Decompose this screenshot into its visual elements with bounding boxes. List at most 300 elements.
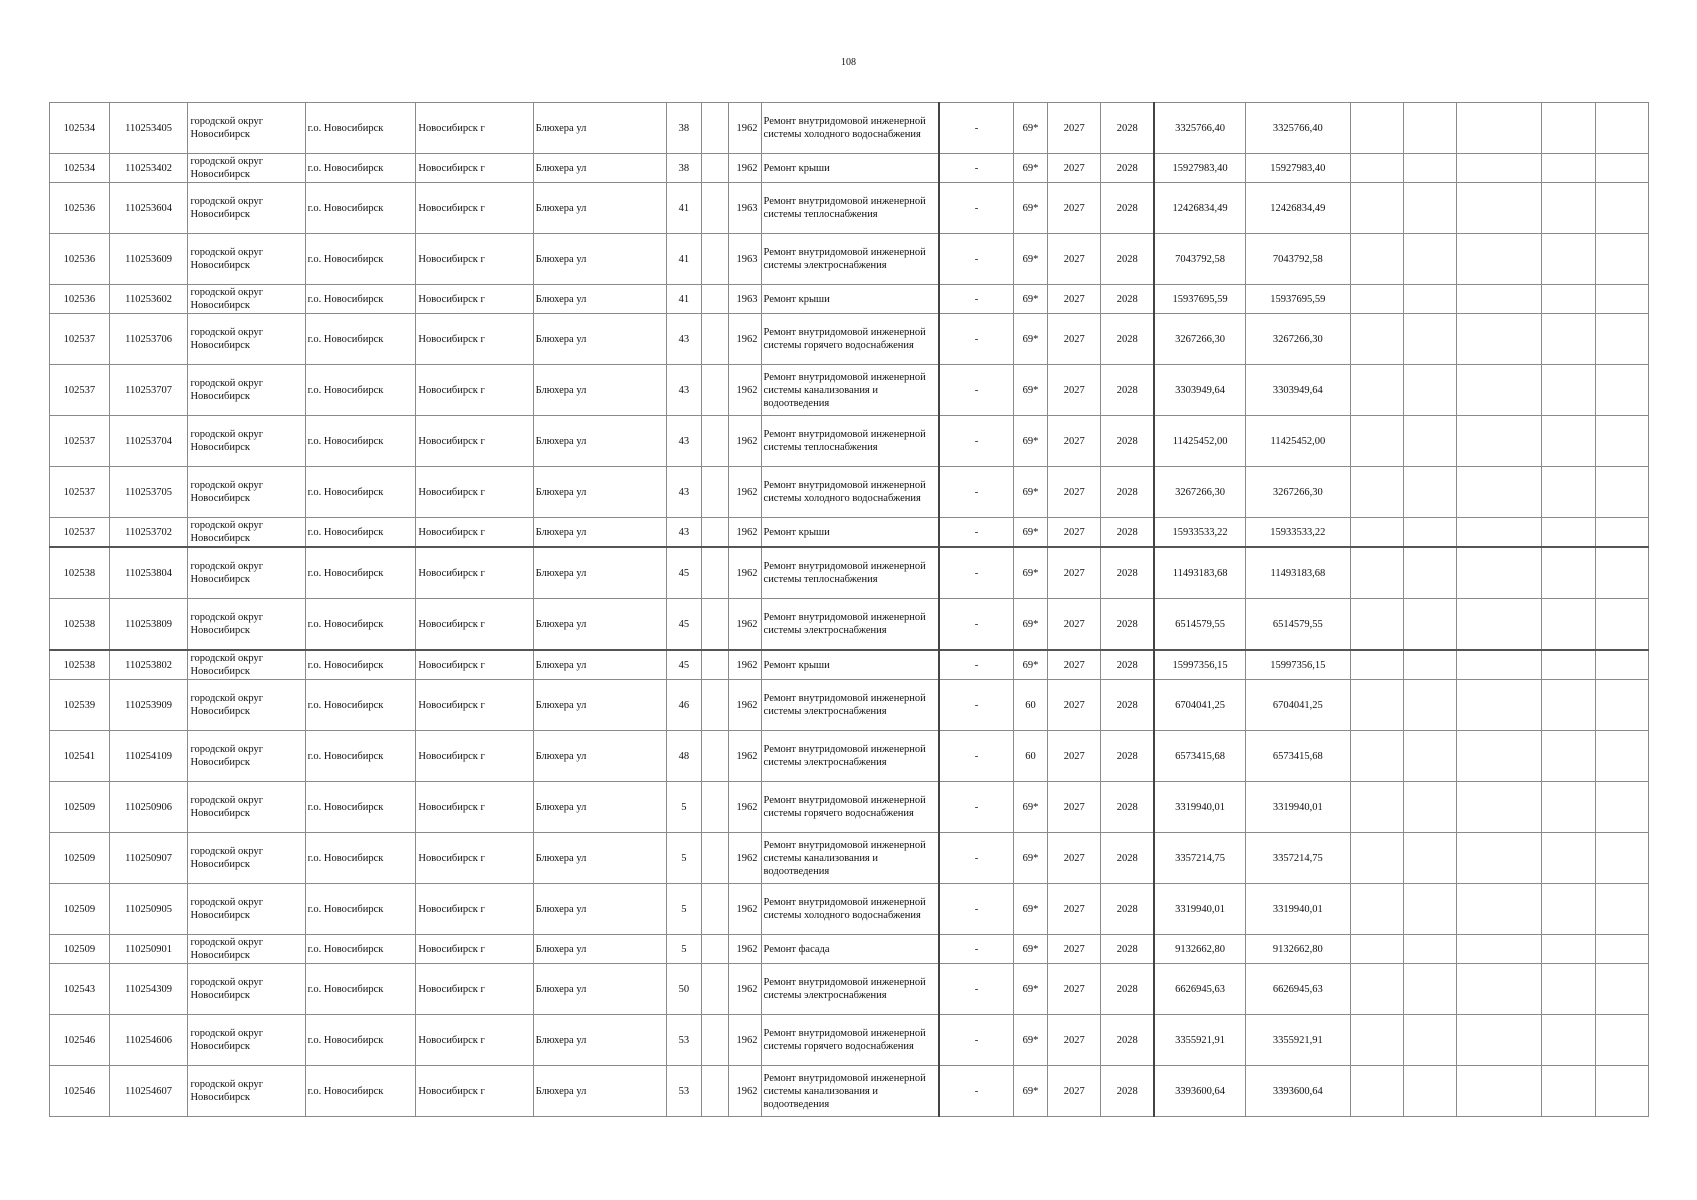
cell-year-start: 2027	[1048, 365, 1101, 416]
cell-build-year: 1963	[728, 234, 761, 285]
cell-year-end: 2028	[1101, 416, 1154, 467]
cell-empty	[1595, 599, 1648, 651]
cell-house-number: 45	[666, 599, 701, 651]
cell-empty	[1403, 314, 1456, 365]
cell-urban-district: г.о. Новосибирск	[305, 680, 416, 731]
table-row	[50, 103, 1649, 154]
cell-empty	[1350, 884, 1403, 935]
cell-house-id: 102538	[50, 547, 110, 599]
cell-street: Блюхера ул	[533, 416, 666, 467]
cell-build-year: 1962	[728, 416, 761, 467]
cell-empty	[701, 935, 728, 964]
cell-empty	[1403, 884, 1456, 935]
cell-year-start: 2027	[1048, 935, 1101, 964]
table-row	[50, 884, 1649, 935]
cell-year-start: 2027	[1048, 547, 1101, 599]
table-row	[50, 599, 1649, 651]
table-row	[50, 1066, 1649, 1117]
cell-dash: -	[939, 1015, 1014, 1066]
cell-empty	[1542, 884, 1595, 935]
cell-dash: -	[939, 416, 1014, 467]
cell-empty	[1457, 884, 1542, 935]
cell-wear-percent: 69*	[1013, 467, 1047, 518]
cell-empty	[1595, 833, 1648, 884]
cell-build-year: 1962	[728, 1066, 761, 1117]
cell-work-code: 110253602	[109, 285, 188, 314]
cell-total-cost: 11425452,00	[1246, 416, 1350, 467]
cell-house-number: 41	[666, 183, 701, 234]
cell-house-id: 102536	[50, 285, 110, 314]
cell-cost: 9132662,80	[1154, 935, 1246, 964]
cell-dash: -	[939, 650, 1014, 680]
cell-empty	[1403, 1015, 1456, 1066]
cell-year-end: 2028	[1101, 935, 1154, 964]
cell-house-id: 102534	[50, 154, 110, 183]
cell-municipality: городской округ Новосибирск	[188, 467, 305, 518]
cell-house-number: 43	[666, 518, 701, 548]
cell-empty	[1542, 518, 1595, 548]
cell-dash: -	[939, 103, 1014, 154]
cell-year-end: 2028	[1101, 1015, 1154, 1066]
cell-total-cost: 11493183,68	[1246, 547, 1350, 599]
cell-house-id: 102509	[50, 884, 110, 935]
cell-total-cost: 3319940,01	[1246, 782, 1350, 833]
cell-empty	[1350, 467, 1403, 518]
cell-empty	[1350, 650, 1403, 680]
cell-dash: -	[939, 518, 1014, 548]
cell-work-code: 110254309	[109, 964, 188, 1015]
cell-work-type: Ремонт крыши	[761, 154, 939, 183]
cell-empty	[1595, 365, 1648, 416]
cell-work-code: 110253802	[109, 650, 188, 680]
cell-cost: 3319940,01	[1154, 782, 1246, 833]
cell-street: Блюхера ул	[533, 314, 666, 365]
cell-house-id: 102539	[50, 680, 110, 731]
cell-dash: -	[939, 964, 1014, 1015]
cell-empty	[1350, 964, 1403, 1015]
cell-empty	[1595, 467, 1648, 518]
cell-empty	[1457, 964, 1542, 1015]
cell-dash: -	[939, 782, 1014, 833]
cell-work-code: 110254109	[109, 731, 188, 782]
cell-house-number: 38	[666, 154, 701, 183]
cell-empty	[701, 365, 728, 416]
cell-house-number: 5	[666, 782, 701, 833]
cell-empty	[1457, 782, 1542, 833]
cell-empty	[1542, 416, 1595, 467]
cell-empty	[1457, 285, 1542, 314]
cell-empty	[1457, 650, 1542, 680]
cell-cost: 11493183,68	[1154, 547, 1246, 599]
cell-empty	[1457, 103, 1542, 154]
cell-empty	[1542, 833, 1595, 884]
cell-municipality: городской округ Новосибирск	[188, 680, 305, 731]
cell-urban-district: г.о. Новосибирск	[305, 884, 416, 935]
cell-year-end: 2028	[1101, 884, 1154, 935]
cell-street: Блюхера ул	[533, 884, 666, 935]
cell-house-number: 41	[666, 234, 701, 285]
cell-empty	[1595, 680, 1648, 731]
cell-wear-percent: 60	[1013, 731, 1047, 782]
cell-house-number: 50	[666, 964, 701, 1015]
cell-dash: -	[939, 1066, 1014, 1117]
cell-municipality: городской округ Новосибирск	[188, 234, 305, 285]
cell-year-start: 2027	[1048, 884, 1101, 935]
cell-wear-percent: 69*	[1013, 782, 1047, 833]
cell-work-code: 110250905	[109, 884, 188, 935]
cell-total-cost: 15937695,59	[1246, 285, 1350, 314]
cell-urban-district: г.о. Новосибирск	[305, 416, 416, 467]
cell-empty	[701, 1015, 728, 1066]
cell-cost: 3267266,30	[1154, 314, 1246, 365]
cell-house-id: 102538	[50, 650, 110, 680]
cell-empty	[1542, 285, 1595, 314]
cell-total-cost: 3267266,30	[1246, 314, 1350, 365]
cell-empty	[1542, 1066, 1595, 1117]
cell-empty	[701, 103, 728, 154]
cell-empty	[1403, 650, 1456, 680]
cell-cost: 3303949,64	[1154, 365, 1246, 416]
cell-cost: 6573415,68	[1154, 731, 1246, 782]
table-row	[50, 365, 1649, 416]
cell-build-year: 1962	[728, 518, 761, 548]
cell-work-type: Ремонт внутридомовой инженерной системы холодного водоснабжения	[761, 467, 939, 518]
cell-wear-percent: 69*	[1013, 884, 1047, 935]
cell-municipality: городской округ Новосибирск	[188, 1066, 305, 1117]
cell-build-year: 1962	[728, 1015, 761, 1066]
cell-municipality: городской округ Новосибирск	[188, 518, 305, 548]
cell-dash: -	[939, 314, 1014, 365]
cell-total-cost: 6514579,55	[1246, 599, 1350, 651]
cell-empty	[1403, 154, 1456, 183]
cell-empty	[701, 833, 728, 884]
page-number: 108	[841, 57, 856, 68]
cell-empty	[1595, 782, 1648, 833]
cell-empty	[1595, 935, 1648, 964]
cell-house-number: 45	[666, 547, 701, 599]
cell-empty	[1542, 183, 1595, 234]
cell-urban-district: г.о. Новосибирск	[305, 935, 416, 964]
cell-street: Блюхера ул	[533, 547, 666, 599]
cell-wear-percent: 69*	[1013, 935, 1047, 964]
cell-street: Блюхера ул	[533, 234, 666, 285]
cell-empty	[1542, 650, 1595, 680]
cell-total-cost: 6704041,25	[1246, 680, 1350, 731]
cell-empty	[1403, 833, 1456, 884]
cell-empty	[1595, 1066, 1648, 1117]
cell-work-type: Ремонт внутридомовой инженерной системы теплоснабжения	[761, 416, 939, 467]
cell-city: Новосибирск г	[416, 365, 533, 416]
table-row	[50, 467, 1649, 518]
cell-total-cost: 3355921,91	[1246, 1015, 1350, 1066]
cell-empty	[1350, 234, 1403, 285]
cell-street: Блюхера ул	[533, 964, 666, 1015]
cell-build-year: 1962	[728, 547, 761, 599]
cell-city: Новосибирск г	[416, 234, 533, 285]
cell-total-cost: 3325766,40	[1246, 103, 1350, 154]
cell-municipality: городской округ Новосибирск	[188, 599, 305, 651]
cell-empty	[701, 467, 728, 518]
cell-work-code: 110253402	[109, 154, 188, 183]
cell-empty	[1457, 1066, 1542, 1117]
cell-build-year: 1962	[728, 314, 761, 365]
cell-cost: 3319940,01	[1154, 884, 1246, 935]
cell-house-id: 102537	[50, 518, 110, 548]
cell-empty	[1403, 599, 1456, 651]
cell-year-end: 2028	[1101, 1066, 1154, 1117]
cell-wear-percent: 69*	[1013, 154, 1047, 183]
cell-empty	[701, 731, 728, 782]
cell-work-code: 110253909	[109, 680, 188, 731]
cell-empty	[1457, 731, 1542, 782]
cell-dash: -	[939, 285, 1014, 314]
cell-empty	[1595, 234, 1648, 285]
cell-year-start: 2027	[1048, 1066, 1101, 1117]
cell-year-end: 2028	[1101, 154, 1154, 183]
cell-work-type: Ремонт внутридомовой инженерной системы холодного водоснабжения	[761, 103, 939, 154]
cell-street: Блюхера ул	[533, 154, 666, 183]
cell-empty	[1350, 518, 1403, 548]
cell-house-number: 41	[666, 285, 701, 314]
cell-year-end: 2028	[1101, 599, 1154, 651]
cell-empty	[1595, 285, 1648, 314]
cell-street: Блюхера ул	[533, 1066, 666, 1117]
cell-year-end: 2028	[1101, 285, 1154, 314]
cell-year-start: 2027	[1048, 1015, 1101, 1066]
cell-work-type: Ремонт внутридомовой инженерной системы канализования и водоотведения	[761, 833, 939, 884]
cell-urban-district: г.о. Новосибирск	[305, 103, 416, 154]
cell-house-id: 102538	[50, 599, 110, 651]
cell-city: Новосибирск г	[416, 650, 533, 680]
cell-empty	[701, 650, 728, 680]
cell-street: Блюхера ул	[533, 782, 666, 833]
cell-work-type: Ремонт фасада	[761, 935, 939, 964]
cell-year-end: 2028	[1101, 731, 1154, 782]
cell-build-year: 1962	[728, 964, 761, 1015]
table-row	[50, 1015, 1649, 1066]
table-row	[50, 234, 1649, 285]
table-row	[50, 935, 1649, 964]
cell-year-start: 2027	[1048, 314, 1101, 365]
cell-house-number: 5	[666, 884, 701, 935]
cell-year-start: 2027	[1048, 833, 1101, 884]
cell-house-number: 5	[666, 833, 701, 884]
cell-house-id: 102534	[50, 103, 110, 154]
cell-house-number: 5	[666, 935, 701, 964]
cell-empty	[701, 416, 728, 467]
cell-urban-district: г.о. Новосибирск	[305, 1015, 416, 1066]
cell-cost: 15927983,40	[1154, 154, 1246, 183]
cell-municipality: городской округ Новосибирск	[188, 650, 305, 680]
cell-year-start: 2027	[1048, 964, 1101, 1015]
cell-year-end: 2028	[1101, 518, 1154, 548]
cell-street: Блюхера ул	[533, 599, 666, 651]
cell-total-cost: 15933533,22	[1246, 518, 1350, 548]
cell-house-id: 102537	[50, 314, 110, 365]
cell-wear-percent: 69*	[1013, 599, 1047, 651]
cell-empty	[1595, 547, 1648, 599]
cell-empty	[701, 599, 728, 651]
cell-empty	[701, 314, 728, 365]
cell-empty	[1403, 964, 1456, 1015]
cell-year-end: 2028	[1101, 833, 1154, 884]
cell-build-year: 1962	[728, 833, 761, 884]
cell-cost: 7043792,58	[1154, 234, 1246, 285]
cell-cost: 15937695,59	[1154, 285, 1246, 314]
cell-city: Новосибирск г	[416, 285, 533, 314]
cell-empty	[1403, 1066, 1456, 1117]
cell-empty	[1350, 1066, 1403, 1117]
cell-year-end: 2028	[1101, 234, 1154, 285]
cell-work-code: 110253707	[109, 365, 188, 416]
cell-cost: 6626945,63	[1154, 964, 1246, 1015]
cell-house-id: 102537	[50, 416, 110, 467]
cell-empty	[1457, 680, 1542, 731]
cell-empty	[1595, 964, 1648, 1015]
cell-city: Новосибирск г	[416, 467, 533, 518]
cell-municipality: городской округ Новосибирск	[188, 782, 305, 833]
cell-empty	[1542, 1015, 1595, 1066]
cell-build-year: 1962	[728, 782, 761, 833]
cell-house-id: 102546	[50, 1066, 110, 1117]
cell-work-type: Ремонт внутридомовой инженерной системы канализования и водоотведения	[761, 365, 939, 416]
cell-empty	[1403, 467, 1456, 518]
cell-street: Блюхера ул	[533, 650, 666, 680]
cell-wear-percent: 69*	[1013, 547, 1047, 599]
cell-urban-district: г.о. Новосибирск	[305, 183, 416, 234]
cell-empty	[1595, 518, 1648, 548]
cell-empty	[701, 285, 728, 314]
cell-empty	[1542, 935, 1595, 964]
cell-year-start: 2027	[1048, 154, 1101, 183]
cell-empty	[1457, 234, 1542, 285]
cell-empty	[1542, 467, 1595, 518]
cell-work-code: 110253704	[109, 416, 188, 467]
cell-dash: -	[939, 935, 1014, 964]
cell-cost: 12426834,49	[1154, 183, 1246, 234]
cell-dash: -	[939, 833, 1014, 884]
cell-empty	[1350, 285, 1403, 314]
cell-wear-percent: 69*	[1013, 365, 1047, 416]
cell-empty	[1350, 935, 1403, 964]
cell-work-code: 110253702	[109, 518, 188, 548]
cell-urban-district: г.о. Новосибирск	[305, 314, 416, 365]
cell-work-type: Ремонт внутридомовой инженерной системы теплоснабжения	[761, 183, 939, 234]
cell-wear-percent: 69*	[1013, 1015, 1047, 1066]
cell-work-code: 110254606	[109, 1015, 188, 1066]
cell-empty	[1403, 183, 1456, 234]
cell-house-number: 43	[666, 314, 701, 365]
cell-empty	[701, 234, 728, 285]
cell-wear-percent: 69*	[1013, 183, 1047, 234]
cell-year-end: 2028	[1101, 103, 1154, 154]
cell-total-cost: 12426834,49	[1246, 183, 1350, 234]
cell-total-cost: 3319940,01	[1246, 884, 1350, 935]
cell-year-start: 2027	[1048, 183, 1101, 234]
cell-house-id: 102537	[50, 365, 110, 416]
cell-empty	[1595, 650, 1648, 680]
cell-wear-percent: 69*	[1013, 103, 1047, 154]
cell-city: Новосибирск г	[416, 1015, 533, 1066]
cell-municipality: городской округ Новосибирск	[188, 547, 305, 599]
cell-municipality: городской округ Новосибирск	[188, 964, 305, 1015]
table-row	[50, 183, 1649, 234]
cell-empty	[1403, 518, 1456, 548]
cell-empty	[1595, 183, 1648, 234]
cell-total-cost: 9132662,80	[1246, 935, 1350, 964]
cell-work-code: 110250906	[109, 782, 188, 833]
cell-house-number: 53	[666, 1066, 701, 1117]
cell-total-cost: 3357214,75	[1246, 833, 1350, 884]
cell-build-year: 1962	[728, 103, 761, 154]
cell-empty	[701, 680, 728, 731]
cell-municipality: городской округ Новосибирск	[188, 285, 305, 314]
cell-cost: 3393600,64	[1154, 1066, 1246, 1117]
cell-wear-percent: 69*	[1013, 1066, 1047, 1117]
cell-work-type: Ремонт крыши	[761, 285, 939, 314]
cell-house-id: 102541	[50, 731, 110, 782]
table-row	[50, 416, 1649, 467]
cell-empty	[1403, 680, 1456, 731]
cell-city: Новосибирск г	[416, 103, 533, 154]
cell-year-end: 2028	[1101, 650, 1154, 680]
cell-urban-district: г.о. Новосибирск	[305, 234, 416, 285]
cell-work-type: Ремонт внутридомовой инженерной системы горячего водоснабжения	[761, 1015, 939, 1066]
cell-empty	[1350, 103, 1403, 154]
cell-total-cost: 15927983,40	[1246, 154, 1350, 183]
cell-dash: -	[939, 731, 1014, 782]
cell-total-cost: 6626945,63	[1246, 964, 1350, 1015]
cell-empty	[1542, 314, 1595, 365]
cell-urban-district: г.о. Новосибирск	[305, 782, 416, 833]
capital-repair-table	[49, 102, 1649, 1117]
cell-empty	[1350, 1015, 1403, 1066]
cell-house-number: 38	[666, 103, 701, 154]
cell-house-id: 102536	[50, 234, 110, 285]
cell-year-end: 2028	[1101, 782, 1154, 833]
cell-wear-percent: 69*	[1013, 518, 1047, 548]
cell-work-type: Ремонт внутридомовой инженерной системы горячего водоснабжения	[761, 314, 939, 365]
cell-urban-district: г.о. Новосибирск	[305, 285, 416, 314]
cell-empty	[1595, 1015, 1648, 1066]
cell-work-type: Ремонт внутридомовой инженерной системы канализования и водоотведения	[761, 1066, 939, 1117]
cell-work-type: Ремонт внутридомовой инженерной системы горячего водоснабжения	[761, 782, 939, 833]
table-row	[50, 650, 1649, 680]
cell-work-type: Ремонт крыши	[761, 650, 939, 680]
cell-city: Новосибирск г	[416, 833, 533, 884]
cell-work-code: 110253405	[109, 103, 188, 154]
cell-cost: 3355921,91	[1154, 1015, 1246, 1066]
cell-work-code: 110254607	[109, 1066, 188, 1117]
cell-work-code: 110253809	[109, 599, 188, 651]
cell-city: Новосибирск г	[416, 154, 533, 183]
cell-dash: -	[939, 680, 1014, 731]
cell-dash: -	[939, 234, 1014, 285]
cell-empty	[701, 1066, 728, 1117]
cell-year-start: 2027	[1048, 650, 1101, 680]
cell-work-code: 110253706	[109, 314, 188, 365]
cell-work-type: Ремонт крыши	[761, 518, 939, 548]
cell-municipality: городской округ Новосибирск	[188, 183, 305, 234]
cell-municipality: городской округ Новосибирск	[188, 935, 305, 964]
cell-empty	[701, 547, 728, 599]
cell-year-end: 2028	[1101, 365, 1154, 416]
table-body	[50, 103, 1649, 1117]
cell-year-start: 2027	[1048, 285, 1101, 314]
table-row	[50, 314, 1649, 365]
cell-urban-district: г.о. Новосибирск	[305, 1066, 416, 1117]
cell-work-type: Ремонт внутридомовой инженерной системы электроснабжения	[761, 234, 939, 285]
